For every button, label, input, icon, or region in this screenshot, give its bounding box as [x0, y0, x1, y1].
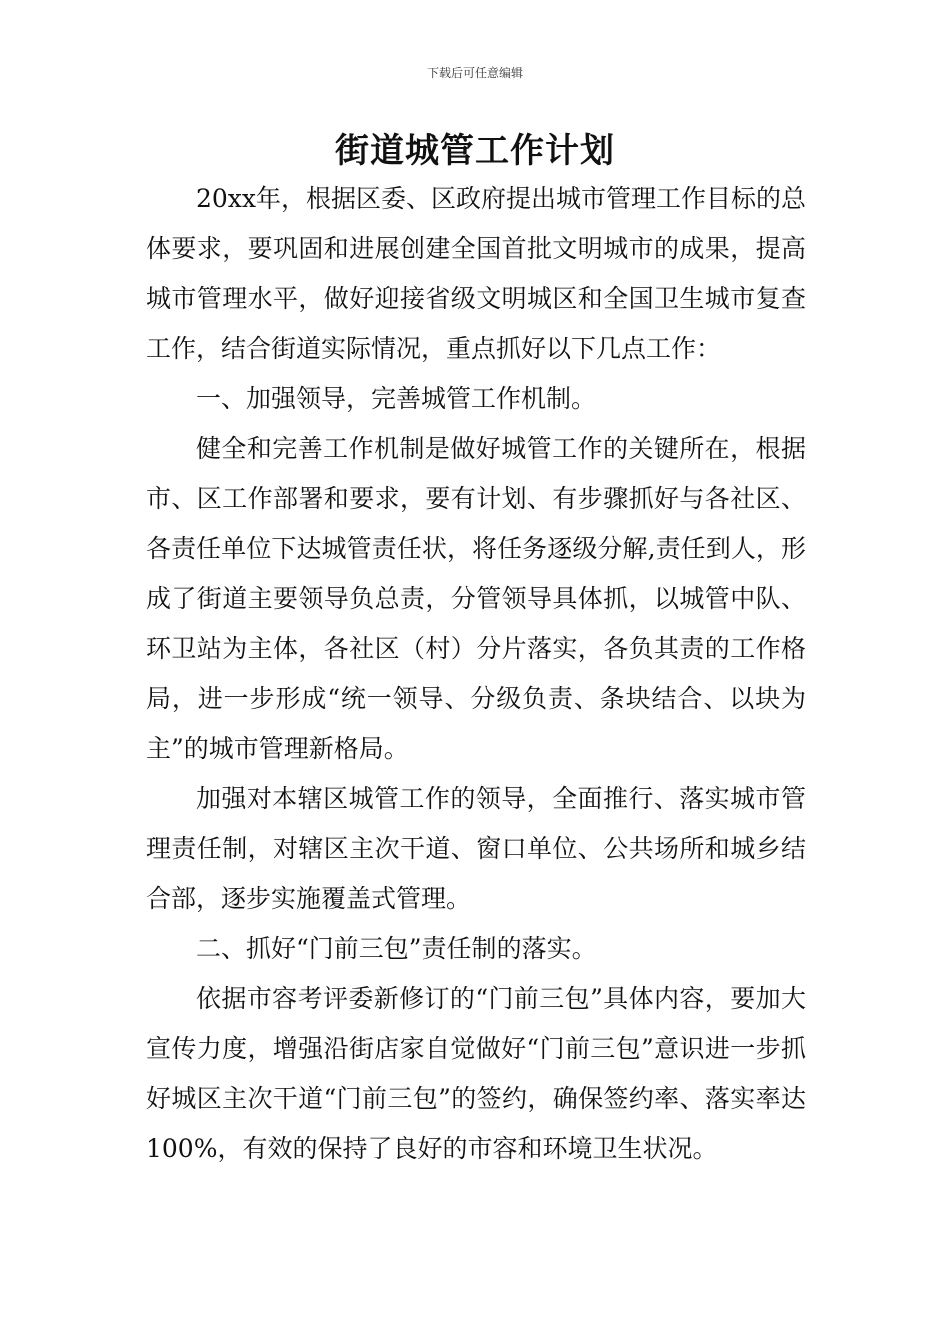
paragraph-three-guarantees: 依据市容考评委新修订的“门前三包”具体内容，要加大宣传力度，增强沿街店家自觉做好“门前三包”意识进一步抓好城区主次干道“门前三包”的签约，确保签约率、落实率达100%，有效的保持了良好的市容和环境卫生状况。 — [146, 984, 806, 1163]
document-body — [146, 174, 806, 1174]
document-title: 街道城管工作计划 — [335, 131, 615, 171]
header-note: 下载后可任意编辑 — [426, 66, 523, 80]
section-heading-2: 二、抓好“门前三包”责任制的落实。 — [196, 934, 597, 963]
paragraph-mechanism: 健全和完善工作机制是做好城管工作的关键所在，根据市、区工作部署和要求，要有计划、有步骤抓好与各社区、各责任单位下达城管责任状，将任务逐级分解,责任到人，形成了街道主要领导负总责，分管领导具体抓，以城管中队、环卫站为主体，各社区（村）分片落实，各负其责的工作格局，进一步形成“统一领导、分级负责、条块结合、以块为主”的城市管理新格局。 — [146, 434, 806, 763]
paragraph-leadership: 加强对本辖区城管工作的领导，全面推行、落实城市管理责任制，对辖区主次干道、窗口单位、公共场所和城乡结合部，逐步实施覆盖式管理。 — [146, 784, 806, 913]
section-heading-1: 一、加强领导，完善城管工作机制。 — [196, 384, 597, 413]
paragraph-intro: 20xx年，根据区委、区政府提出城市管理工作目标的总体要求，要巩固和进展创建全国首批文明城市的成果，提高城市管理水平，做好迎接省级文明城区和全国卫生城市复查工作，结合街道实际情况，重点抓好以下几点工作： — [146, 184, 807, 363]
